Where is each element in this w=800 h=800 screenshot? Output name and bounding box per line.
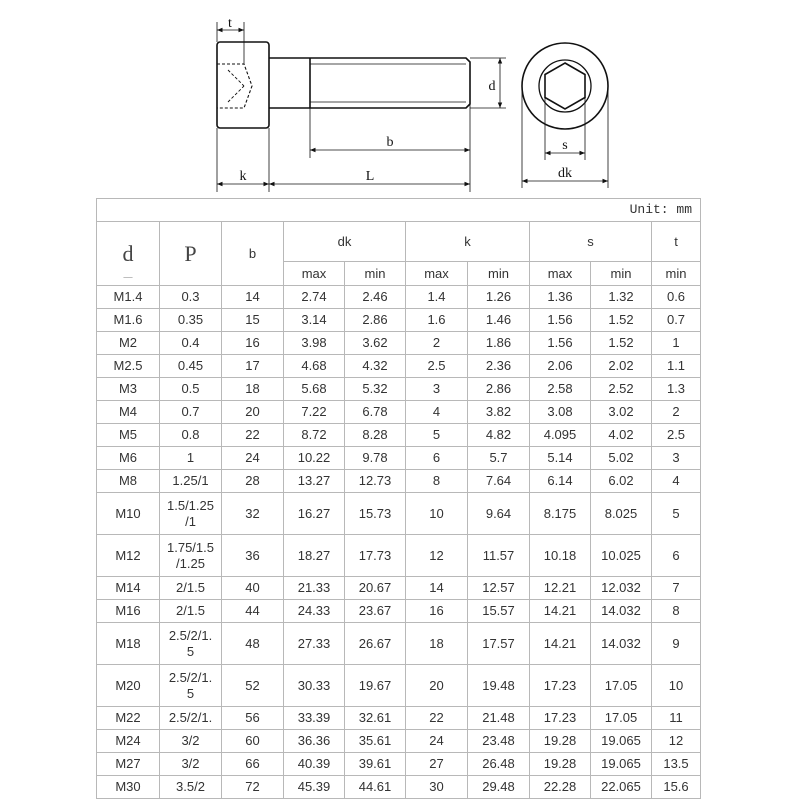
cell-t-min: 3: [652, 447, 701, 470]
cell-s-max: 14.21: [530, 600, 591, 623]
header-s-max: max: [530, 262, 591, 286]
cell-size: M20: [97, 665, 160, 707]
cell-t-min: 1: [652, 332, 701, 355]
cell-k-min: 1.86: [468, 332, 530, 355]
cell-pitch: 2.5/2/1. 5: [160, 665, 222, 707]
header-dk-max: max: [284, 262, 345, 286]
cell-t-min: 2.5: [652, 424, 701, 447]
cell-b: 18: [222, 378, 284, 401]
cell-pitch: 0.3: [160, 286, 222, 309]
cell-k-min: 7.64: [468, 470, 530, 493]
header-k-min: min: [468, 262, 530, 286]
table-row: [97, 286, 701, 309]
cell-s-min: 12.032: [591, 577, 652, 600]
cell-size: M5: [97, 424, 160, 447]
dimension-table: [96, 198, 701, 799]
cell-k-min: 17.57: [468, 623, 530, 665]
header-t-min: min: [652, 262, 701, 286]
table-row: [97, 623, 701, 665]
cell-t-min: 0.6: [652, 286, 701, 309]
cell-pitch: 1.5/1.25 /1: [160, 493, 222, 535]
cell-pitch: 1.75/1.5 /1.25: [160, 535, 222, 577]
cell-k-min: 21.48: [468, 707, 530, 730]
cell-k-min: 5.7: [468, 447, 530, 470]
cell-s-min: 19.065: [591, 730, 652, 753]
cell-size: M12: [97, 535, 160, 577]
label-b: b: [386, 135, 394, 150]
cell-k-min: 4.82: [468, 424, 530, 447]
unit-label: Unit: mm: [97, 199, 701, 222]
cell-pitch: 2/1.5: [160, 577, 222, 600]
cell-s-max: 17.23: [530, 665, 591, 707]
cell-k-min: 3.82: [468, 401, 530, 424]
cell-s-max: 19.28: [530, 730, 591, 753]
cell-dk-max: 21.33: [284, 577, 345, 600]
cell-pitch: 0.7: [160, 401, 222, 424]
unit-row: [97, 199, 701, 222]
table-row: [97, 424, 701, 447]
cell-s-max: 1.56: [530, 332, 591, 355]
cell-s-max: 2.06: [530, 355, 591, 378]
cell-k-min: 1.26: [468, 286, 530, 309]
label-L: L: [365, 169, 375, 184]
cell-b: 40: [222, 577, 284, 600]
cell-s-min: 3.02: [591, 401, 652, 424]
cell-pitch: 2.5/2/1. 5: [160, 623, 222, 665]
cell-b: 15: [222, 309, 284, 332]
cell-k-max: 2.5: [406, 355, 468, 378]
cell-dk-min: 6.78: [345, 401, 406, 424]
cell-b: 28: [222, 470, 284, 493]
cell-dk-max: 45.39: [284, 776, 345, 799]
cell-dk-min: 2.46: [345, 286, 406, 309]
cell-k-max: 12: [406, 535, 468, 577]
cell-b: 24: [222, 447, 284, 470]
cell-k-max: 3: [406, 378, 468, 401]
cell-dk-min: 4.32: [345, 355, 406, 378]
cell-size: M8: [97, 470, 160, 493]
cell-pitch: 0.45: [160, 355, 222, 378]
cell-k-max: 4: [406, 401, 468, 424]
cell-size: M22: [97, 707, 160, 730]
header-s-min: min: [591, 262, 652, 286]
cell-pitch: 0.4: [160, 332, 222, 355]
table-row: [97, 577, 701, 600]
cell-pitch: 1: [160, 447, 222, 470]
cell-dk-min: 5.32: [345, 378, 406, 401]
cell-dk-min: 8.28: [345, 424, 406, 447]
cell-pitch: 2.5/2/1.: [160, 707, 222, 730]
cell-s-max: 1.36: [530, 286, 591, 309]
cell-s-min: 14.032: [591, 600, 652, 623]
cell-pitch: 0.8: [160, 424, 222, 447]
cell-pitch: 3/2: [160, 730, 222, 753]
table-row: [97, 355, 701, 378]
header-p: P: [160, 222, 222, 286]
header-d-sub: —: [123, 272, 133, 282]
cell-b: 56: [222, 707, 284, 730]
cell-size: M16: [97, 600, 160, 623]
table-row: [97, 493, 701, 535]
cell-size: M1.6: [97, 309, 160, 332]
cell-dk-min: 26.67: [345, 623, 406, 665]
cell-dk-max: 30.33: [284, 665, 345, 707]
cell-b: 22: [222, 424, 284, 447]
cell-k-min: 29.48: [468, 776, 530, 799]
cell-b: 48: [222, 623, 284, 665]
cell-k-max: 1.4: [406, 286, 468, 309]
table-row: [97, 309, 701, 332]
cell-t-min: 1.1: [652, 355, 701, 378]
cell-b: 20: [222, 401, 284, 424]
cell-b: 36: [222, 535, 284, 577]
cell-b: 17: [222, 355, 284, 378]
cell-s-min: 1.32: [591, 286, 652, 309]
cell-t-min: 12: [652, 730, 701, 753]
cell-k-min: 1.46: [468, 309, 530, 332]
cell-k-max: 18: [406, 623, 468, 665]
cell-k-min: 15.57: [468, 600, 530, 623]
header-k: k: [406, 222, 530, 262]
cell-t-min: 1.3: [652, 378, 701, 401]
cell-k-min: 2.36: [468, 355, 530, 378]
label-dk: dk: [558, 166, 572, 181]
cell-dk-max: 7.22: [284, 401, 345, 424]
cell-s-max: 17.23: [530, 707, 591, 730]
cell-dk-max: 16.27: [284, 493, 345, 535]
cell-t-min: 0.7: [652, 309, 701, 332]
table-row: [97, 401, 701, 424]
cell-k-min: 19.48: [468, 665, 530, 707]
table-row: [97, 665, 701, 707]
cell-pitch: 0.5: [160, 378, 222, 401]
cell-dk-max: 3.14: [284, 309, 345, 332]
label-t: t: [228, 16, 232, 31]
cell-s-min: 1.52: [591, 332, 652, 355]
cell-k-max: 27: [406, 753, 468, 776]
cell-s-max: 10.18: [530, 535, 591, 577]
cell-pitch: 1.25/1: [160, 470, 222, 493]
cell-k-max: 10: [406, 493, 468, 535]
cell-pitch: 3/2: [160, 753, 222, 776]
cell-pitch: 3.5/2: [160, 776, 222, 799]
cell-pitch: 2/1.5: [160, 600, 222, 623]
cell-dk-min: 35.61: [345, 730, 406, 753]
label-k: k: [239, 169, 247, 184]
cell-k-min: 12.57: [468, 577, 530, 600]
cell-t-min: 8: [652, 600, 701, 623]
table-row: [97, 753, 701, 776]
header-d: d —: [97, 222, 160, 286]
screw-drawing: [0, 0, 800, 200]
cell-dk-max: 4.68: [284, 355, 345, 378]
cell-k-max: 30: [406, 776, 468, 799]
cell-t-min: 10: [652, 665, 701, 707]
cell-k-max: 22: [406, 707, 468, 730]
cell-dk-max: 2.74: [284, 286, 345, 309]
cell-dk-min: 44.61: [345, 776, 406, 799]
cell-k-max: 2: [406, 332, 468, 355]
cell-k-min: 9.64: [468, 493, 530, 535]
label-s: s: [562, 138, 568, 153]
cell-size: M27: [97, 753, 160, 776]
cell-size: M1.4: [97, 286, 160, 309]
cell-dk-max: 3.98: [284, 332, 345, 355]
cell-s-max: 8.175: [530, 493, 591, 535]
header-row: [97, 222, 701, 262]
cell-t-min: 2: [652, 401, 701, 424]
cell-pitch: 0.35: [160, 309, 222, 332]
cell-s-max: 3.08: [530, 401, 591, 424]
cell-dk-max: 36.36: [284, 730, 345, 753]
header-dk-min: min: [345, 262, 406, 286]
cell-s-min: 17.05: [591, 665, 652, 707]
header-t: t: [652, 222, 701, 262]
cell-size: M18: [97, 623, 160, 665]
cell-s-max: 4.095: [530, 424, 591, 447]
cell-dk-min: 2.86: [345, 309, 406, 332]
cell-s-min: 6.02: [591, 470, 652, 493]
screw-side-view: [217, 42, 470, 128]
cell-dk-min: 9.78: [345, 447, 406, 470]
cell-s-min: 14.032: [591, 623, 652, 665]
cell-size: M3: [97, 378, 160, 401]
cell-size: M30: [97, 776, 160, 799]
cell-s-min: 2.52: [591, 378, 652, 401]
cell-dk-max: 40.39: [284, 753, 345, 776]
cell-dk-max: 8.72: [284, 424, 345, 447]
cell-k-min: 23.48: [468, 730, 530, 753]
table-row: [97, 378, 701, 401]
cell-dk-min: 20.67: [345, 577, 406, 600]
cell-s-max: 12.21: [530, 577, 591, 600]
cell-dk-min: 3.62: [345, 332, 406, 355]
cell-s-max: 19.28: [530, 753, 591, 776]
cell-s-min: 17.05: [591, 707, 652, 730]
cell-t-min: 5: [652, 493, 701, 535]
cell-b: 16: [222, 332, 284, 355]
header-s: s: [530, 222, 652, 262]
cell-dk-max: 5.68: [284, 378, 345, 401]
cell-k-max: 6: [406, 447, 468, 470]
cell-k-max: 8: [406, 470, 468, 493]
cell-dk-min: 12.73: [345, 470, 406, 493]
cell-size: M6: [97, 447, 160, 470]
cell-s-min: 10.025: [591, 535, 652, 577]
cell-b: 66: [222, 753, 284, 776]
cell-dk-min: 32.61: [345, 707, 406, 730]
dimension-lines: [217, 22, 506, 192]
cell-s-max: 1.56: [530, 309, 591, 332]
table-row: [97, 776, 701, 799]
cell-size: M10: [97, 493, 160, 535]
table-row: [97, 600, 701, 623]
label-d: d: [488, 79, 496, 94]
cell-s-min: 1.52: [591, 309, 652, 332]
cell-dk-max: 10.22: [284, 447, 345, 470]
cell-t-min: 15.6: [652, 776, 701, 799]
cell-dk-min: 39.61: [345, 753, 406, 776]
cell-s-min: 22.065: [591, 776, 652, 799]
cell-size: M24: [97, 730, 160, 753]
cell-dk-max: 13.27: [284, 470, 345, 493]
cell-s-min: 2.02: [591, 355, 652, 378]
cell-dk-min: 17.73: [345, 535, 406, 577]
cell-k-min: 2.86: [468, 378, 530, 401]
cell-size: M2: [97, 332, 160, 355]
header-b: b: [222, 222, 284, 286]
cell-size: M2.5: [97, 355, 160, 378]
cell-size: M4: [97, 401, 160, 424]
cell-b: 72: [222, 776, 284, 799]
cell-dk-max: 33.39: [284, 707, 345, 730]
cell-t-min: 9: [652, 623, 701, 665]
cell-k-max: 14: [406, 577, 468, 600]
cell-dk-max: 27.33: [284, 623, 345, 665]
cell-k-min: 26.48: [468, 753, 530, 776]
table-row: [97, 332, 701, 355]
cell-t-min: 13.5: [652, 753, 701, 776]
cell-dk-min: 15.73: [345, 493, 406, 535]
cell-s-min: 4.02: [591, 424, 652, 447]
cell-s-max: 6.14: [530, 470, 591, 493]
cell-t-min: 6: [652, 535, 701, 577]
table-row: [97, 730, 701, 753]
cell-b: 44: [222, 600, 284, 623]
cell-k-max: 5: [406, 424, 468, 447]
cell-s-min: 8.025: [591, 493, 652, 535]
cell-b: 52: [222, 665, 284, 707]
cell-b: 32: [222, 493, 284, 535]
cell-b: 14: [222, 286, 284, 309]
cell-k-max: 20: [406, 665, 468, 707]
cell-s-max: 14.21: [530, 623, 591, 665]
cell-dk-max: 24.33: [284, 600, 345, 623]
cell-t-min: 11: [652, 707, 701, 730]
table-row: [97, 447, 701, 470]
header-dk: dk: [284, 222, 406, 262]
cell-s-min: 19.065: [591, 753, 652, 776]
cell-k-max: 24: [406, 730, 468, 753]
cell-k-min: 11.57: [468, 535, 530, 577]
cell-b: 60: [222, 730, 284, 753]
cell-t-min: 4: [652, 470, 701, 493]
cell-k-max: 1.6: [406, 309, 468, 332]
cell-s-max: 5.14: [530, 447, 591, 470]
table-row: [97, 535, 701, 577]
cell-t-min: 7: [652, 577, 701, 600]
cell-s-max: 22.28: [530, 776, 591, 799]
cell-k-max: 16: [406, 600, 468, 623]
cell-s-max: 2.58: [530, 378, 591, 401]
table-row: [97, 470, 701, 493]
cell-dk-min: 19.67: [345, 665, 406, 707]
header-k-max: max: [406, 262, 468, 286]
cell-s-min: 5.02: [591, 447, 652, 470]
table-row: [97, 707, 701, 730]
cell-dk-max: 18.27: [284, 535, 345, 577]
cell-dk-min: 23.67: [345, 600, 406, 623]
cell-size: M14: [97, 577, 160, 600]
